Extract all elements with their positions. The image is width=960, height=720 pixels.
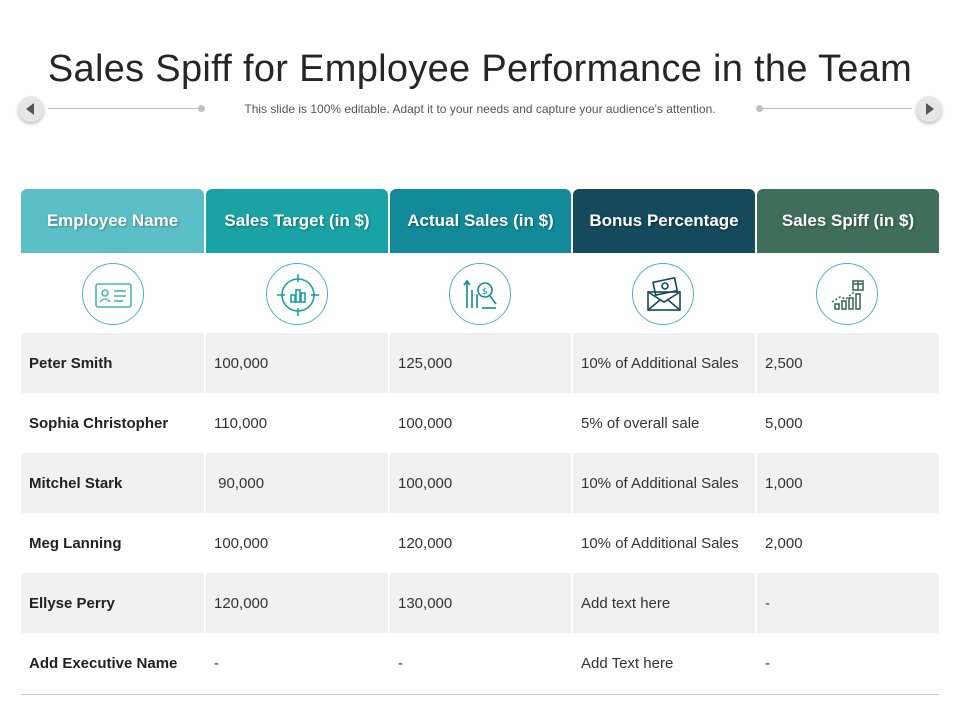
cell-sales-spiff: - <box>765 654 770 672</box>
cell-sales-target: 90,000 <box>214 474 265 492</box>
header-actual-sales: Actual Sales (in $) <box>390 189 571 253</box>
cell-sales-target: 110,000 <box>214 414 268 432</box>
cell-employee-name: Meg Lanning <box>29 534 122 552</box>
cell-actual-sales: - <box>398 654 403 672</box>
header-employee-name: Employee Name <box>21 189 204 253</box>
cell-actual-sales: 100,000 <box>398 474 453 492</box>
cell-sales-target: 100,000 <box>214 354 269 372</box>
divider-dot-left <box>198 105 205 112</box>
header-sales-spiff: Sales Spiff (in $) <box>757 189 939 253</box>
id-card-icon <box>82 263 144 325</box>
cell-actual-sales: 130,000 <box>398 594 453 612</box>
cell-sales-target: 100,000 <box>214 534 269 552</box>
divider-line-right <box>762 108 912 109</box>
arrow-right-icon <box>916 96 942 122</box>
cell-bonus-percentage: 10% of Additional Sales <box>581 474 739 492</box>
arrow-left-icon <box>18 96 44 122</box>
subtitle-bar <box>18 96 942 122</box>
cell-actual-sales: 125,000 <box>398 354 453 372</box>
cell-sales-spiff: 2,500 <box>765 354 803 372</box>
cell-actual-sales: 120,000 <box>398 534 453 552</box>
sales-growth-icon <box>449 263 511 325</box>
cell-sales-target: 120,000 <box>214 594 269 612</box>
cell-sales-target: - <box>214 654 219 672</box>
cell-sales-spiff: 2,000 <box>765 534 803 552</box>
cell-bonus-percentage: Add text here <box>581 594 671 612</box>
cell-employee-name: Peter Smith <box>29 354 113 372</box>
svg-text:$: $ <box>482 287 488 297</box>
cell-bonus-percentage: Add Text here <box>581 654 674 672</box>
money-envelope-icon <box>632 263 694 325</box>
target-chart-icon <box>266 263 328 325</box>
header-bonus-percentage: Bonus Percentage <box>573 189 755 253</box>
gift-growth-icon <box>816 263 878 325</box>
next-arrow-button[interactable] <box>916 96 942 122</box>
cell-bonus-percentage: 10% of Additional Sales <box>581 354 739 372</box>
cell-employee-name: Add Executive Name <box>29 654 178 672</box>
cell-employee-name: Sophia Christopher <box>29 414 169 432</box>
cell-employee-name: Mitchel Stark <box>29 474 123 492</box>
cell-bonus-percentage: 5% of overall sale <box>581 414 700 432</box>
table-bottom-border <box>21 694 939 695</box>
header-sales-target: Sales Target (in $) <box>206 189 388 253</box>
divider-line-left <box>48 108 200 109</box>
cell-actual-sales: 100,000 <box>398 414 453 432</box>
cell-sales-spiff: 1,000 <box>765 474 803 492</box>
cell-employee-name: Ellyse Perry <box>29 594 115 612</box>
cell-bonus-percentage: 10% of Additional Sales <box>581 534 739 552</box>
page-title: Sales Spiff for Employee Performance in the Team <box>47 48 913 90</box>
subtitle: This slide is 100% editable. Adapt it to your needs and capture your audience's attention. <box>244 102 716 116</box>
cell-sales-spiff: - <box>765 594 770 612</box>
prev-arrow-button[interactable] <box>18 96 44 122</box>
cell-sales-spiff: 5,000 <box>765 414 803 432</box>
